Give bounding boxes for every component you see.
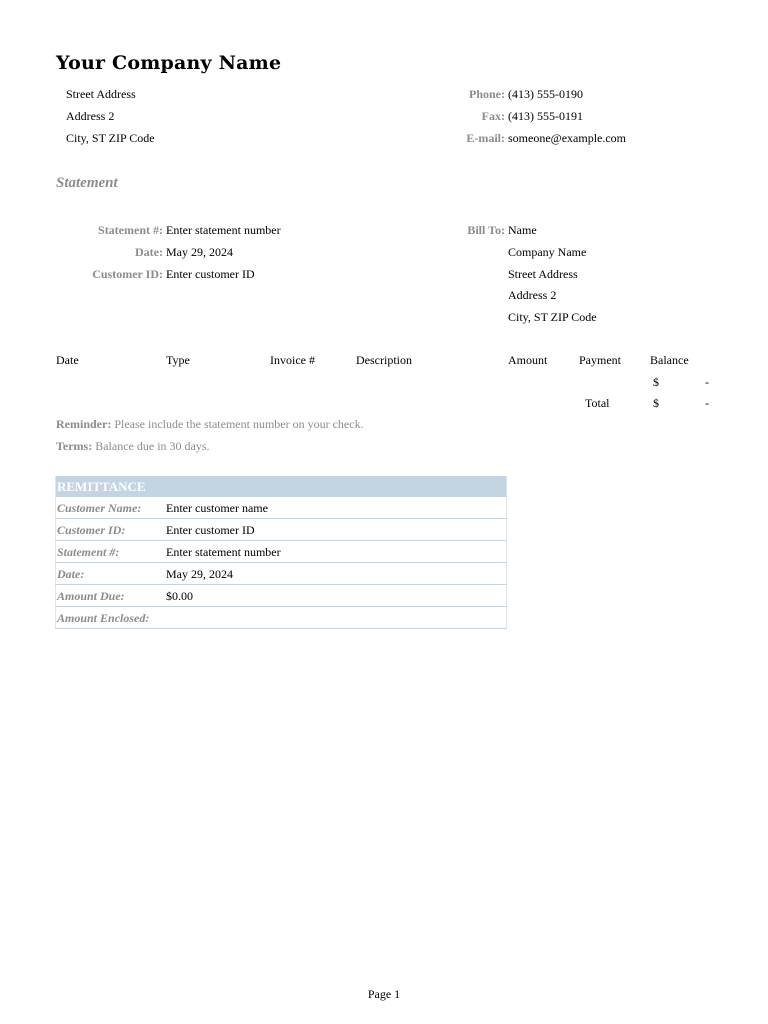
terms-note (56, 439, 210, 453)
statement-number-label: Statement #: (98, 223, 163, 237)
email-label: E-mail: (466, 131, 505, 145)
bill-to-line-4: Address 2 (508, 288, 557, 302)
remittance-date-value[interactable]: May 29, 2024 (165, 563, 507, 585)
remittance-row (56, 607, 507, 629)
page-number: Page 1 (367, 987, 401, 1001)
row-balance-currency: $ (653, 375, 659, 389)
bill-to-line-2: Company Name (508, 245, 587, 259)
remittance-row (56, 519, 507, 541)
column-header-date: Date (56, 353, 79, 367)
column-header-payment: Payment (579, 353, 621, 367)
reminder-text: Please include the statement number on your check. (114, 417, 364, 431)
reminder-label: Reminder: (56, 417, 112, 431)
reminder-note (56, 417, 364, 431)
column-header-amount: Amount (508, 353, 548, 367)
remittance-header-row (56, 476, 507, 497)
phone-value: (413) 555-0190 (508, 87, 583, 101)
fax-value: (413) 555-0191 (508, 109, 583, 123)
fax-label: Fax: (481, 109, 505, 123)
remittance-customer-name-label: Customer Name: (56, 497, 166, 519)
remittance-row (56, 497, 507, 519)
row-balance-value: - (705, 375, 709, 389)
total-currency: $ (653, 396, 659, 410)
terms-text: Balance due in 30 days. (95, 439, 210, 453)
date-value: May 29, 2024 (166, 245, 233, 259)
statement-number-value: Enter statement number (166, 223, 281, 237)
remittance-table (55, 476, 507, 629)
remittance-date-label: Date: (56, 563, 166, 585)
total-label: Total (585, 396, 610, 410)
remittance-statement-number-value[interactable]: Enter statement number (165, 541, 507, 563)
address-line-3: City, ST ZIP Code (66, 131, 155, 145)
column-header-description: Description (356, 353, 412, 367)
bill-to-line-3: Street Address (508, 267, 578, 281)
remittance-customer-id-value[interactable]: Enter customer ID (165, 519, 507, 541)
bill-to-line-1: Name (508, 223, 537, 237)
remittance-statement-number-label: Statement #: (56, 541, 166, 563)
bill-to-line-5: City, ST ZIP Code (508, 310, 597, 324)
remittance-amount-due-value[interactable]: $0.00 (165, 585, 507, 607)
terms-label: Terms: (56, 439, 93, 453)
remittance-row (56, 563, 507, 585)
remittance-title: REMITTANCE (56, 476, 507, 497)
bill-to-label: Bill To: (467, 223, 505, 237)
customer-id-label: Customer ID: (92, 267, 163, 281)
remittance-amount-enclosed-value[interactable] (165, 607, 507, 629)
date-label: Date: (135, 245, 163, 259)
phone-label: Phone: (469, 87, 505, 101)
remittance-customer-name-value[interactable]: Enter customer name (165, 497, 507, 519)
remittance-customer-id-label: Customer ID: (56, 519, 166, 541)
column-header-type: Type (166, 353, 190, 367)
total-value: - (705, 396, 709, 410)
remittance-amount-due-label: Amount Due: (56, 585, 166, 607)
remittance-amount-enclosed-label: Amount Enclosed: (56, 607, 166, 629)
column-header-balance: Balance (650, 353, 689, 367)
remittance-row (56, 585, 507, 607)
customer-id-value: Enter customer ID (166, 267, 255, 281)
address-line-1: Street Address (66, 87, 136, 101)
address-line-2: Address 2 (66, 109, 115, 123)
company-name: Your Company Name (56, 52, 282, 74)
email-value: someone@example.com (508, 131, 627, 145)
remittance-row (56, 541, 507, 563)
statement-title: Statement (56, 175, 118, 191)
column-header-invoice: Invoice # (270, 353, 315, 367)
